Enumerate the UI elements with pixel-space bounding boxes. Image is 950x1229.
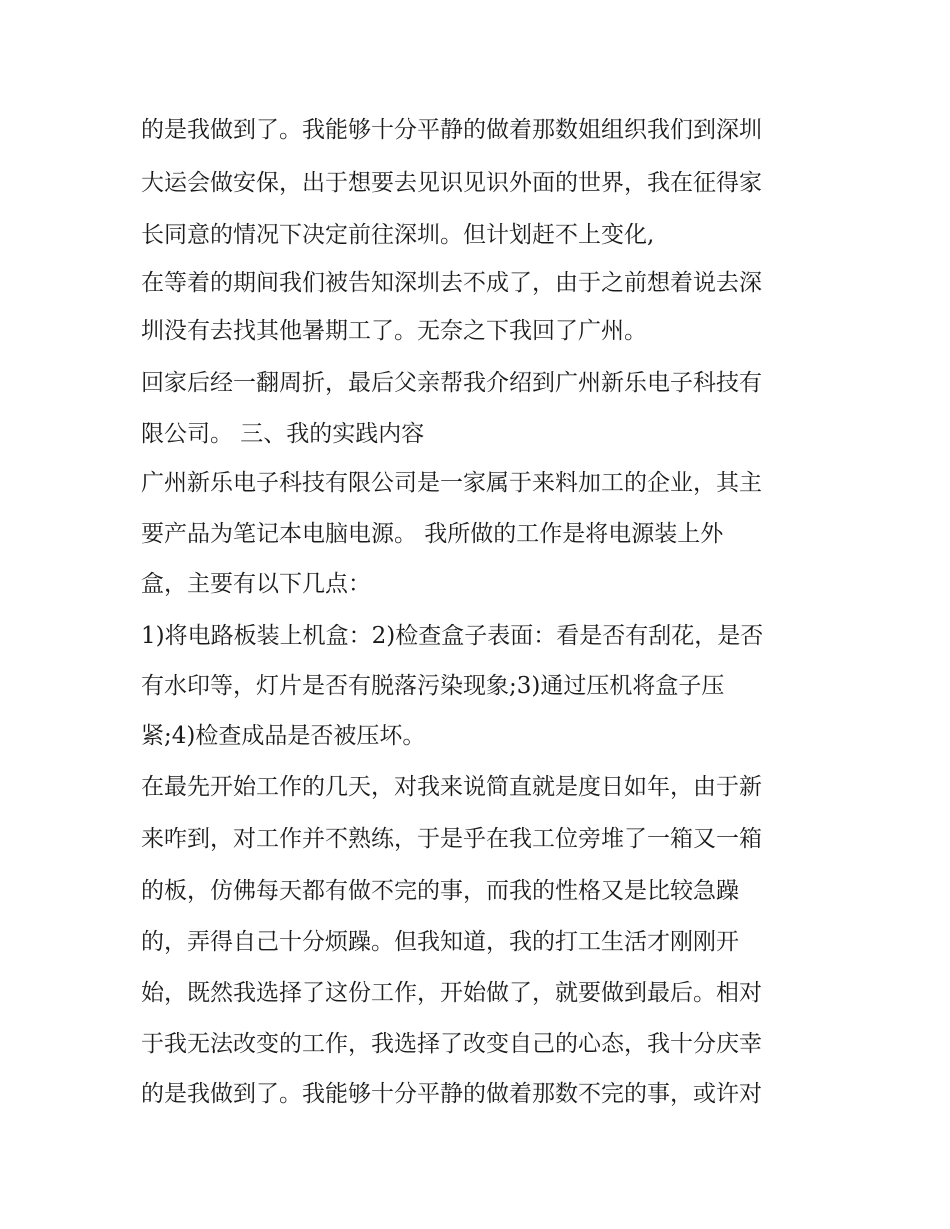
text-line: 的是我做到了。我能够十分平静的做着那数姐组织我们到深圳 — [141, 117, 762, 143]
text-line: 的板，仿佛每天都有做不完的事，而我的性格又是比较急躁 — [141, 878, 739, 904]
text-line: 广州新乐电子科技有限公司是一家属于来料加工的企业，其主 — [141, 470, 762, 496]
text-line: 在等着的期间我们被告知深圳去不成了，由于之前想着说去深 — [141, 270, 762, 296]
text-line: 大运会做安保，出于想要去见识见识外面的世界，我在征得家 — [141, 170, 762, 196]
text-line: 在最先开始工作的几天，对我来说简直就是度日如年，由于新 — [141, 774, 762, 800]
text-line: 于我无法改变的工作，我选择了改变自己的心态，我十分庆幸 — [141, 1031, 762, 1057]
text-line: 限公司。 三、我的实践内容 — [141, 421, 425, 447]
text-line: 来咋到，对工作并不熟练，于是乎在我工位旁堆了一箱又一箱 — [141, 826, 762, 852]
text-line: 回家后经一翻周折，最后父亲帮我介绍到广州新乐电子科技有 — [141, 370, 762, 396]
text-line: 有水印等，灯片是否有脱落污染现象;3)通过压机将盒子压 — [141, 673, 725, 699]
text-line: 的是我做到了。我能够十分平静的做着那数不完的事，或许对 — [141, 1081, 762, 1107]
text-line: 始，既然我选择了这份工作，开始做了，就要做到最后。相对 — [141, 980, 762, 1006]
text-line: 圳没有去找其他暑期工了。无奈之下我回了广州。 — [141, 318, 647, 344]
text-line: 紧;4)检查成品是否被压坏。 — [141, 723, 426, 749]
text-line: 1)将电路板装上机盒：2)检查盒子表面：看是否有刮花，是否 — [141, 623, 764, 649]
text-line: 长同意的情况下决定前往深圳。但计划赶不上变化, — [141, 222, 655, 248]
text-line: 的，弄得自己十分烦躁。但我知道，我的打工生活才刚刚开 — [141, 929, 739, 955]
text-line: 要产品为笔记本电脑电源。 我所做的工作是将电源装上外 — [141, 521, 724, 547]
text-line: 盒，主要有以下几点： — [141, 571, 371, 597]
